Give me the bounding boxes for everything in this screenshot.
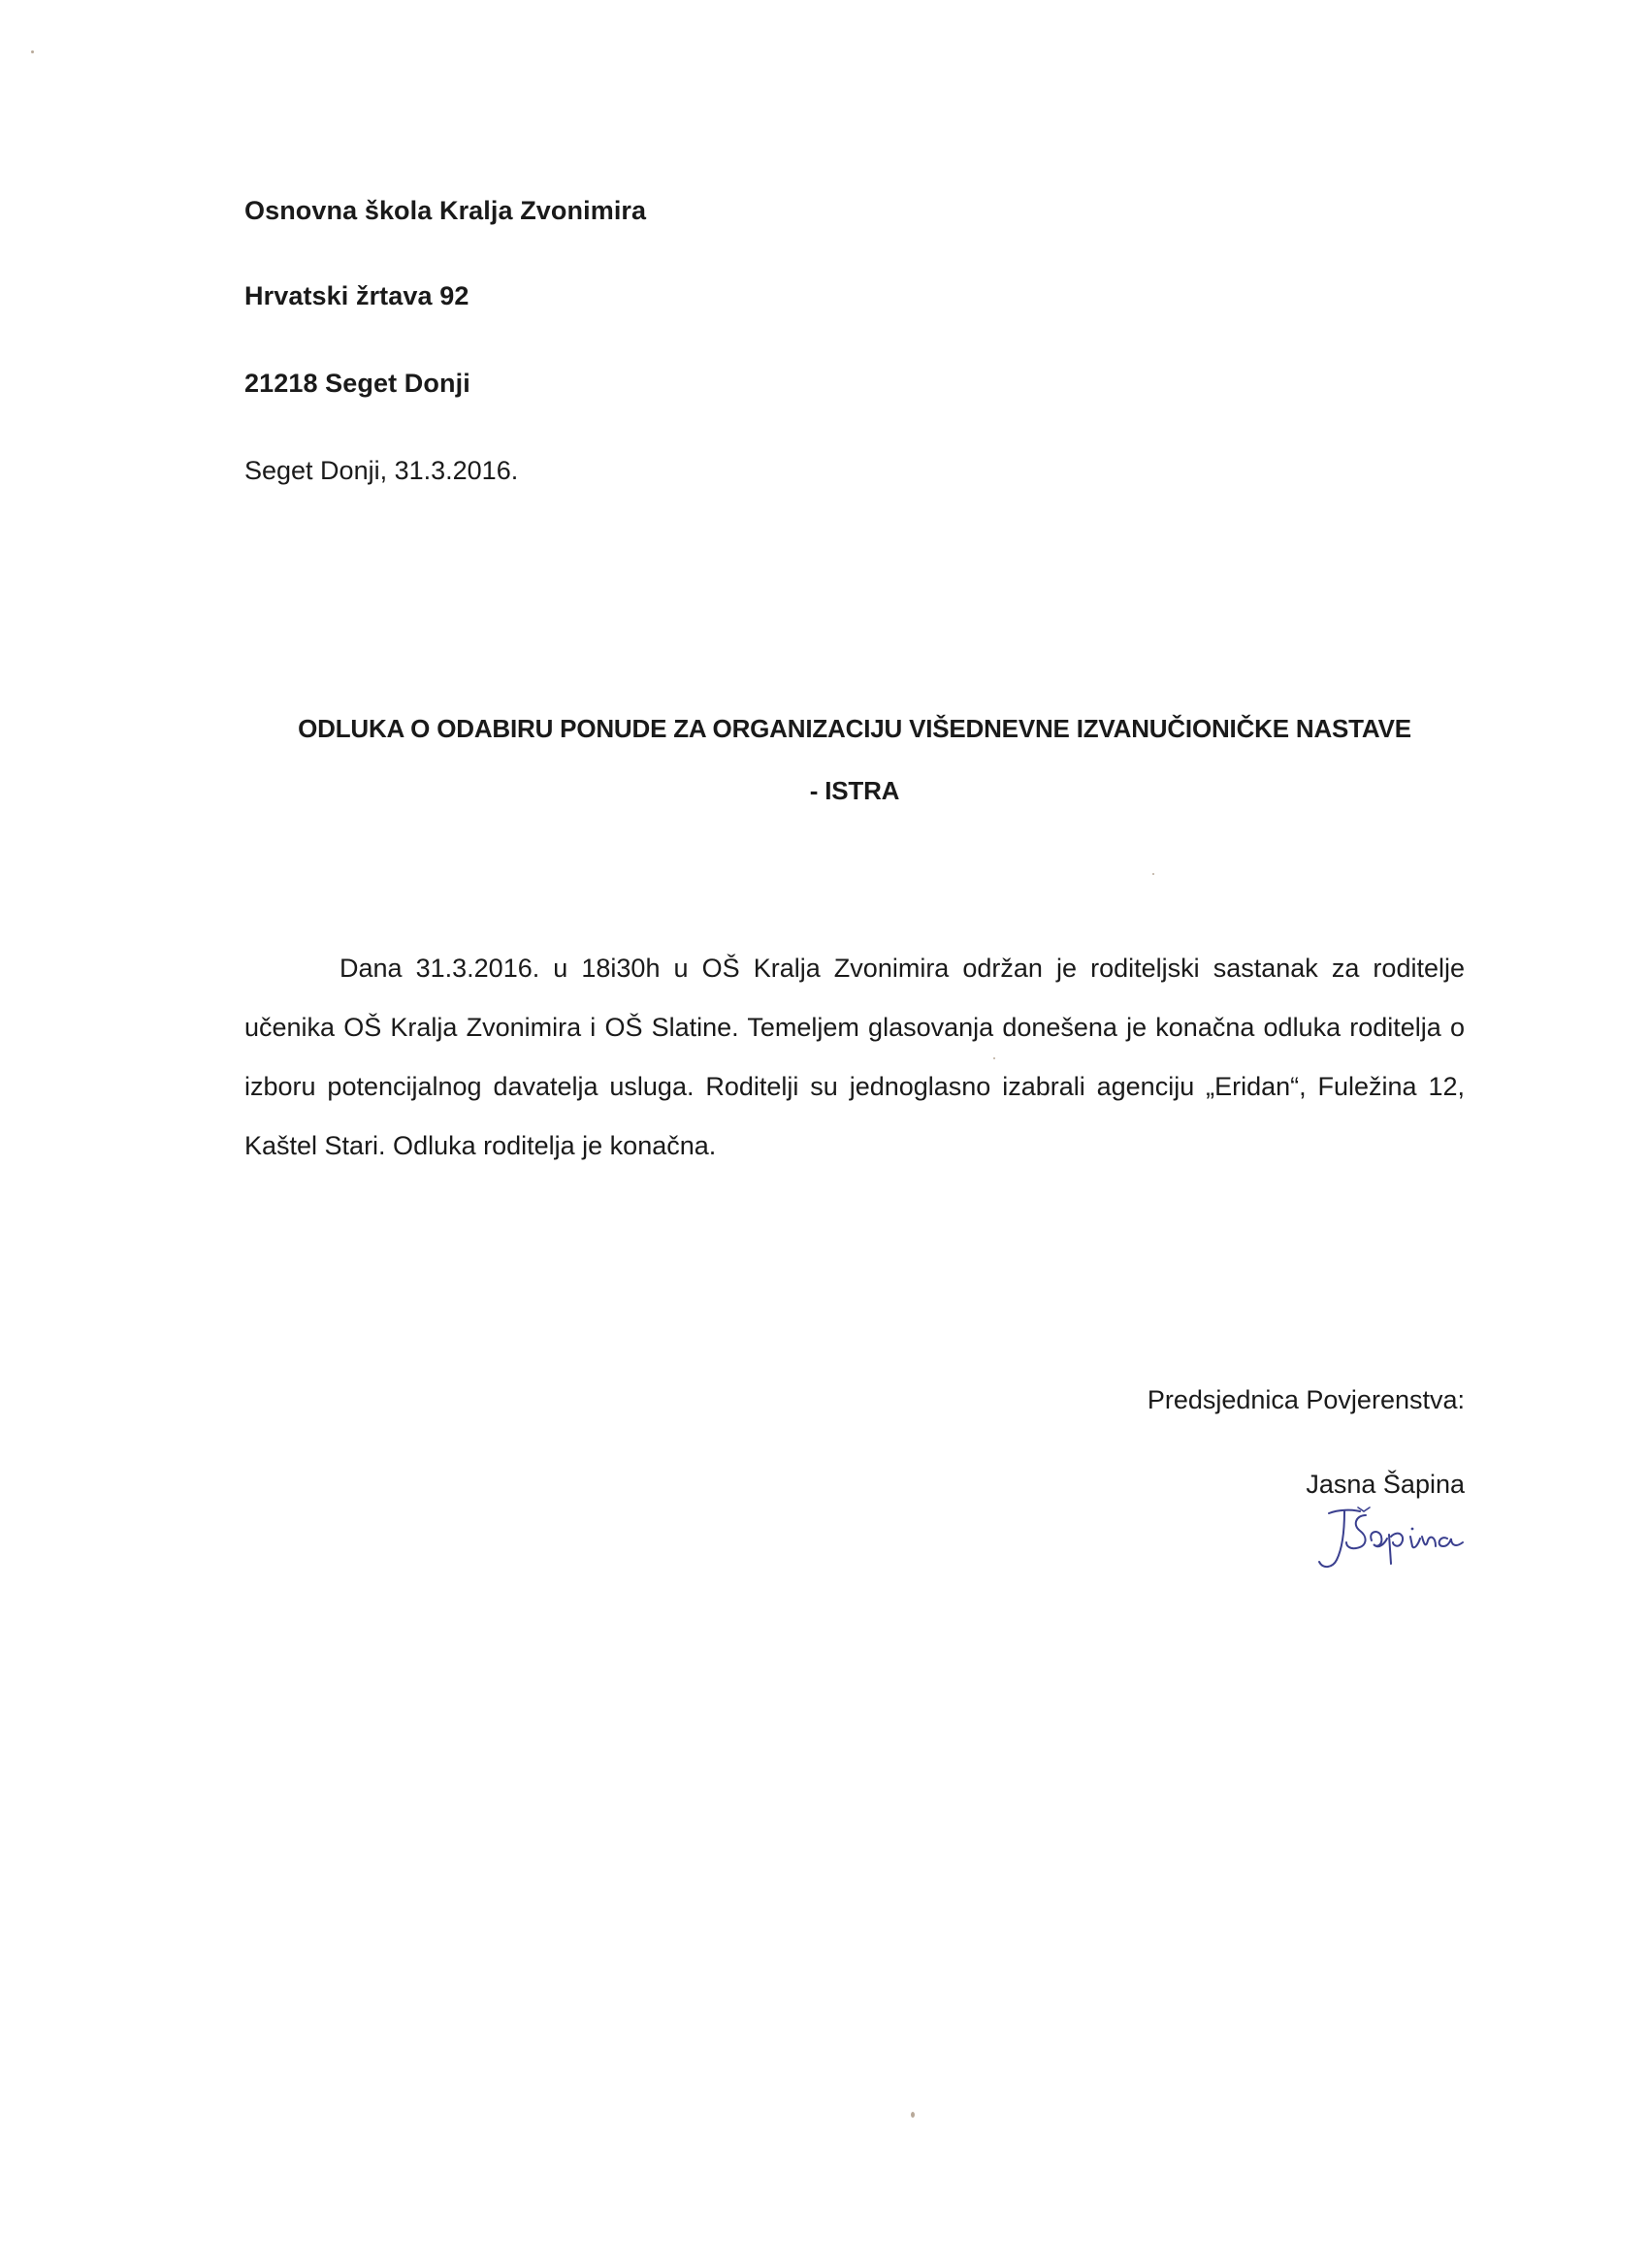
paper-speck	[1152, 873, 1154, 875]
body-paragraph: Dana 31.3.2016. u 18i30h u OŠ Kralja Zvonimira održan je roditeljski sastanak za roditelje učenika OŠ Kralja Zvonimira i OŠ Slatine. Temeljem glasovanja donešena je konačna odluka roditelja o izboru potencijalnog davatelja usluga. Roditelji su jednoglasno izabrali agenciju „Eridan“, Fuležina 12, Kaštel Stari. Odluka roditelja je konačna.	[244, 954, 1465, 1160]
signatory-name: Jasna Šapina	[1306, 1470, 1465, 1499]
place-and-date: Seget Donji, 31.3.2016.	[244, 456, 519, 485]
school-street: Hrvatski žrtava 92	[244, 281, 469, 310]
paper-speck	[31, 50, 34, 53]
handwritten-signature	[1310, 1502, 1484, 1579]
signatory-role: Predsjednica Povjerenstva:	[1147, 1385, 1465, 1414]
body-section	[244, 939, 1465, 1176]
document-title-subline: - ISTRA	[809, 776, 900, 805]
paper-speck	[911, 2112, 915, 2118]
school-postal-city: 21218 Seget Donji	[244, 369, 470, 398]
paper-speck	[993, 1057, 995, 1059]
school-name: Osnovna škola Kralja Zvonimira	[244, 196, 647, 225]
document-title: ODLUKA O ODABIRU PONUDE ZA ORGANIZACIJU VIŠEDNEVNE IZVANUČIONIČKE NASTAVE	[298, 714, 1411, 743]
